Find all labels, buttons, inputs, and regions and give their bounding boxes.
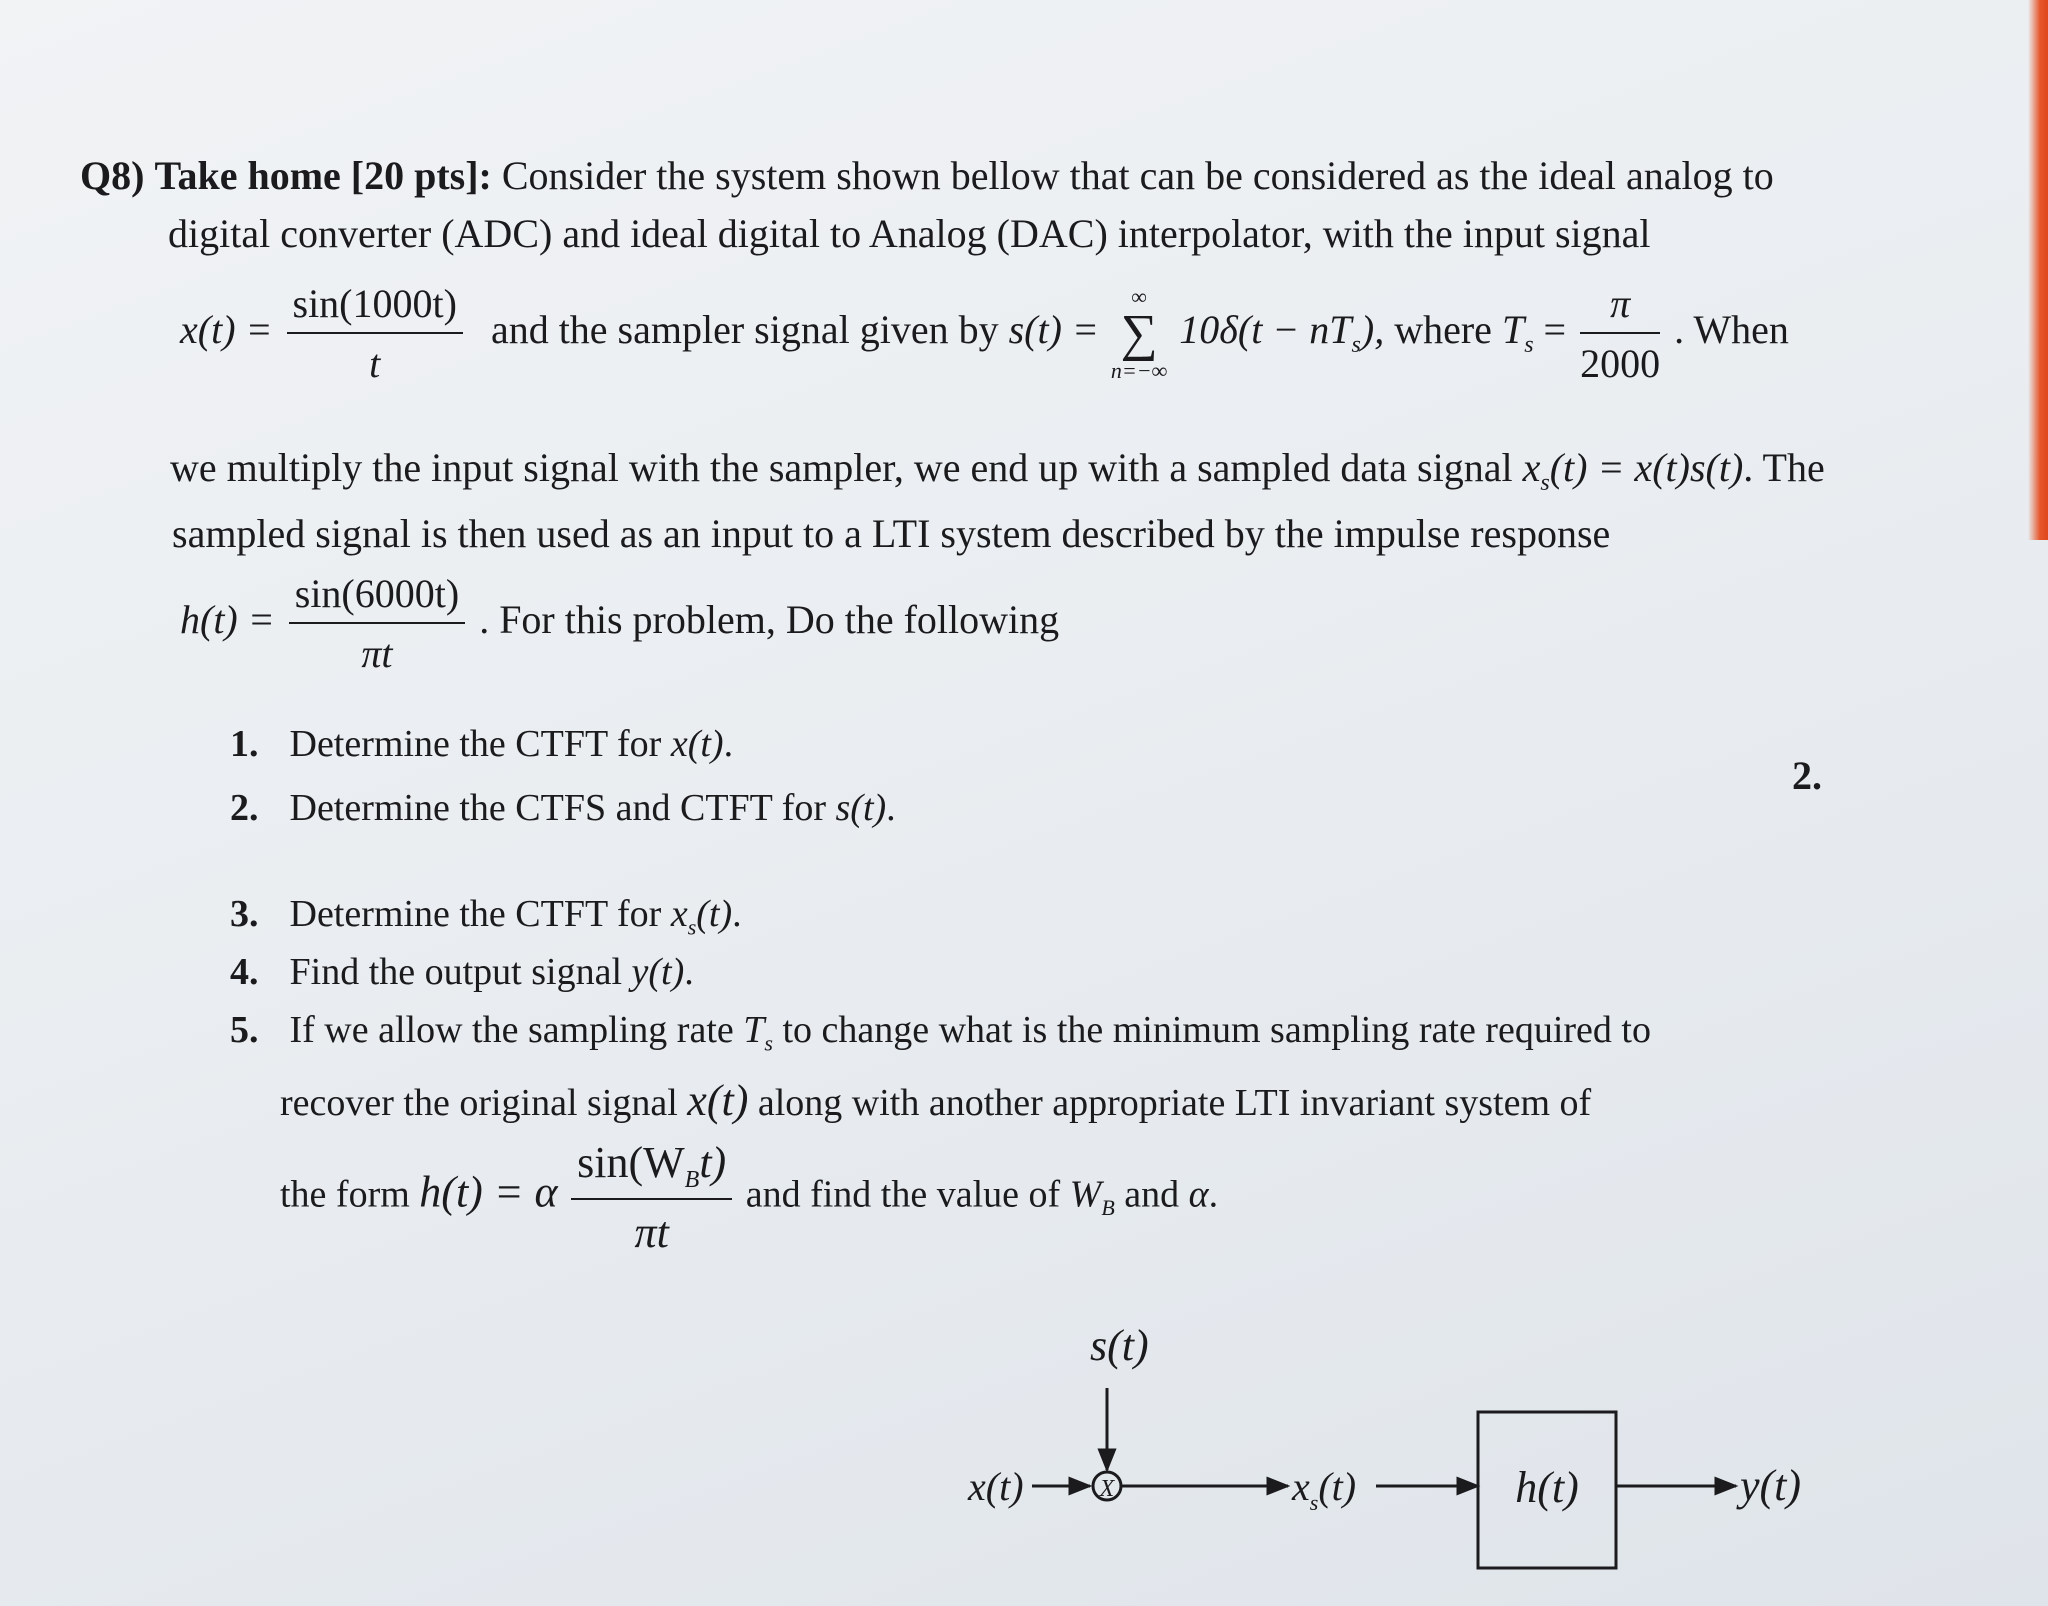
line-4 — [170, 442, 1825, 499]
task-2-math: s(t) — [835, 787, 887, 829]
diagram-s-label: s(t) — [1090, 1321, 1149, 1370]
task-5-line-3a: the form — [280, 1173, 410, 1216]
xs-def-rest: (t) = x(t)s(t) — [1549, 445, 1744, 490]
intro-line-2 — [168, 208, 1651, 260]
s-term: 10δ(t − nT — [1179, 307, 1352, 353]
sum-lower: n=−∞ — [1110, 358, 1168, 383]
x-numerator: sin(1000t) — [287, 278, 463, 334]
task-list — [230, 720, 1930, 1480]
task-5-form-lhs: h(t) = α — [419, 1167, 558, 1217]
question-page — [80, 150, 2010, 1590]
task-1-math: x(t) — [670, 723, 724, 765]
ts-fraction — [1580, 278, 1660, 390]
task-4-text: Find the output signal — [289, 951, 622, 993]
s-term-end: ), — [1360, 307, 1385, 353]
h-lhs: h(t) = — [180, 597, 275, 643]
equation-line — [180, 278, 1789, 390]
task-5-wb: W — [1069, 1173, 1102, 1216]
h-fraction — [289, 568, 465, 680]
diagram-y-label: y(t) — [1740, 1461, 1802, 1510]
form-num-end: t) — [699, 1138, 727, 1187]
task-3-end: . — [732, 893, 742, 935]
summation — [1111, 286, 1167, 382]
x-denominator: t — [369, 341, 381, 386]
h-numerator: sin(6000t) — [289, 568, 465, 624]
task-1-end: . — [723, 723, 734, 765]
task-5-line-2-math: x(t) — [687, 1076, 749, 1125]
xs-def-sub: s — [1540, 470, 1550, 496]
task-5 — [230, 1006, 1651, 1058]
task-3-sub: s — [687, 914, 697, 940]
x-fraction — [287, 278, 463, 390]
xs-main: x — [1292, 1464, 1310, 1509]
task-4-math: y(t) — [631, 951, 685, 993]
task-1-number: 1. — [230, 723, 259, 765]
task-5-alpha: α — [1188, 1173, 1209, 1216]
question-heading: Take home [20 pts]: — [154, 153, 492, 198]
task-1 — [230, 720, 733, 769]
task-5-and: and — [1124, 1173, 1180, 1216]
ts-lhs: T — [1501, 307, 1525, 353]
task-5-wb-sub: B — [1101, 1194, 1115, 1220]
s-term-sub: s — [1351, 332, 1361, 359]
task-5-number: 5. — [230, 1009, 259, 1051]
form-num: sin(W — [577, 1138, 685, 1187]
task-5-line-3b: and find the value of — [745, 1173, 1061, 1216]
ts-eq: = — [1543, 307, 1567, 353]
sum-symbol: ∑ — [1120, 305, 1158, 362]
x-lhs: x(t) = — [180, 307, 273, 353]
line-4-text: we multiply the input signal with the sampler, we end up with a sampled data signal — [170, 445, 1513, 490]
task-2-text: Determine the CTFS and CTFT for — [289, 787, 827, 829]
task-5-line-2 — [280, 1072, 1591, 1129]
sum-upper: ∞ — [1131, 284, 1147, 309]
task-5-end: . — [1208, 1173, 1219, 1216]
h-line — [180, 568, 1059, 680]
task-2-number: 2. — [230, 787, 259, 829]
xs-end: (t) — [1318, 1464, 1357, 1509]
where-text: where — [1394, 307, 1492, 353]
intro-line-1 — [80, 150, 1774, 202]
sampler-text: and the sampler signal given by — [490, 307, 999, 353]
form-num-sub: B — [684, 1166, 700, 1193]
margin-mark: 2. — [1792, 753, 1822, 798]
line-5-text: sampled signal is then used as an input to a LTI system described by the impulse response — [172, 511, 1611, 556]
task-5-form-denominator: πt — [634, 1207, 669, 1257]
task-4-number: 4. — [230, 951, 259, 993]
task-4 — [230, 948, 694, 997]
intro-text-2: digital converter (ADC) and ideal digital to Analog (DAC) interpolator, with the input signal — [168, 211, 1651, 256]
task-2 — [230, 784, 896, 833]
ts-numerator: π — [1580, 278, 1660, 334]
when-text: . When — [1674, 307, 1789, 353]
xs-sub: s — [1309, 1490, 1319, 1515]
system-block-label: h(t) — [1515, 1463, 1579, 1512]
orange-edge — [2028, 0, 2048, 540]
intro-text-1: Consider the system shown bellow that can be considered as the ideal analog to — [501, 153, 1774, 198]
task-5-line-2b: along with another appropriate LTI invariant system of — [757, 1082, 1592, 1124]
task-1-text: Determine the CTFT for — [289, 723, 662, 765]
line-4-end: . The — [1743, 445, 1825, 490]
s-lhs: s(t) = — [1008, 307, 1099, 353]
task-4-end: . — [684, 951, 694, 993]
task-3 — [230, 890, 742, 942]
h-tail: . For this problem, Do the following — [479, 597, 1060, 643]
task-5-text-1: If we allow the sampling rate — [289, 1009, 734, 1051]
task-5-line-3 — [280, 1134, 1218, 1261]
task-2-end: . — [886, 787, 896, 829]
line-5 — [172, 508, 1610, 560]
task-5-text-2: to change what is the minimum sampling rate required to — [782, 1009, 1651, 1051]
task-5-line-2a: recover the original signal — [280, 1082, 678, 1124]
ts-denominator: 2000 — [1580, 341, 1661, 386]
task-5-sub: s — [764, 1030, 773, 1056]
task-5-form-numerator — [571, 1134, 732, 1200]
task-3-number: 3. — [230, 893, 259, 935]
xs-def: x — [1522, 445, 1541, 490]
task-5-form-fraction — [571, 1134, 732, 1261]
diagram-x-label: x(t) — [968, 1464, 1024, 1509]
ts-sub: s — [1524, 332, 1534, 359]
task-5-math: T — [743, 1009, 765, 1051]
task-3-math-end: (t) — [696, 893, 733, 935]
task-3-text: Determine the CTFT for — [289, 893, 662, 935]
task-3-math: x — [670, 893, 688, 935]
h-denominator: πt — [361, 631, 393, 676]
multiplier-symbol: X — [1099, 1476, 1115, 1502]
question-number: Q8) — [80, 153, 145, 198]
